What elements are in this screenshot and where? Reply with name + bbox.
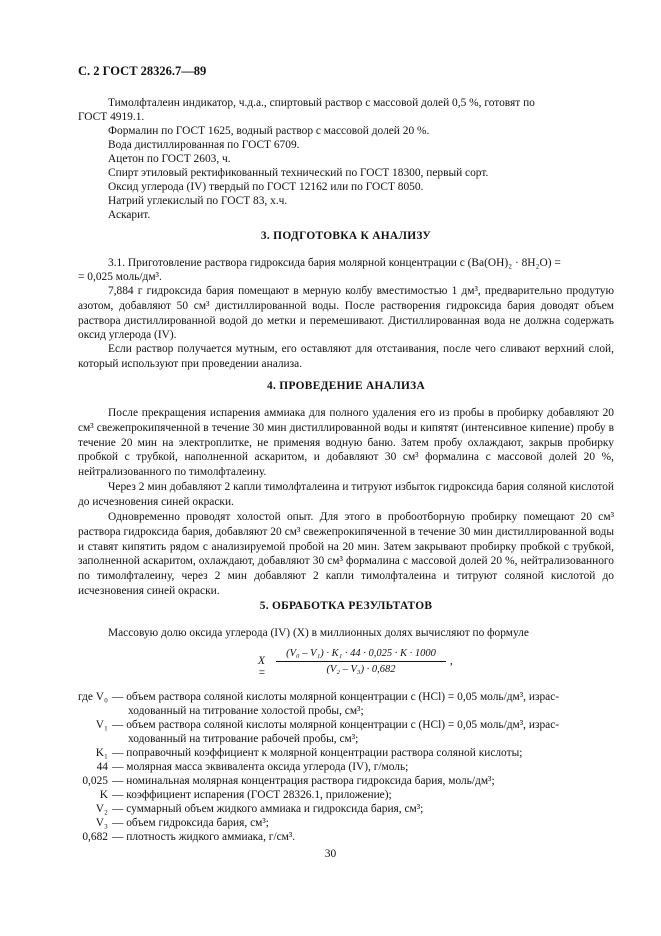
definition-text: — коэффициент испарения (ГОСТ 28326.1, приложение);: [112, 789, 392, 801]
paragraph-line: = 0,025 моль/дм³.: [78, 271, 162, 283]
reagent-line: Спирт этиловый ректификованный технический по ГОСТ 18300, первый сорт.: [108, 167, 489, 179]
formula-numerator: (V₀ – V₁) · K₁ · 44 · 0,025 · K · 1000: [286, 648, 436, 659]
fraction-bar: [276, 661, 446, 662]
definition-text: — молярная масса эквивалента оксида углерода (IV), г/моль;: [112, 761, 409, 773]
formula-fraction: [276, 647, 446, 676]
reagent-line: Оксид углерода (IV) твердый по ГОСТ 12162 или по ГОСТ 8050.: [108, 181, 424, 193]
formula-lhs: X =: [258, 655, 266, 679]
section-heading: 5. ОБРАБОТКА РЕЗУЛЬТАТОВ: [259, 600, 433, 612]
paragraph: 7,884 г гидроксида бария помещают в мерную колбу вместимостью 1 дм³, предварительно продутую азотом, добавляют 50 см³ дистиллированной воды. После растворения гидроксида бария доводят объем раствора дистиллированной водой до метки и перемешивают. Дистиллированная вода не должна содержать оксид углерода (IV).: [78, 285, 614, 342]
page-number: 30: [324, 848, 337, 860]
section-heading: 3. ПОДГОТОВКА К АНАЛИЗУ: [260, 230, 432, 242]
definition-text: ходованный на титрование рабочей пробы, см³;: [128, 733, 359, 745]
definition-symbol: V₂: [95, 803, 108, 815]
reagent-line: Тимолфталеин индикатор, ч.д.а., спиртовый раствор с массовой долей 0,5 %, готовят по: [108, 97, 535, 109]
definition-symbol: 44: [96, 761, 108, 773]
definition-text: — объем раствора соляной кислоты молярной концентрации c (HCl) = 0,05 моль/дм³, израс-: [112, 691, 560, 703]
reagent-line: Ацетон по ГОСТ 2603, ч.: [108, 153, 231, 165]
definition-symbol: где V₀: [77, 691, 108, 703]
definition-text: — плотность жидкого аммиака, г/см³.: [112, 831, 296, 843]
definition-symbol: 0,682: [82, 831, 108, 843]
formula-comma: ,: [450, 655, 453, 667]
definition-text: — объем раствора соляной кислоты молярной концентрации c (HCl) = 0,05 моль/дм³, израс-: [112, 719, 560, 731]
reagent-line: Аскарит.: [108, 209, 151, 221]
definition-symbol: K: [99, 789, 108, 801]
paragraph-line: 3.1. Приготовление раствора гидроксида бария молярной концентрации c (Ba(OH)₂ · 8H₂O) =: [108, 257, 561, 269]
paragraph: Если раствор получается мутным, его оставляют для отстаивания, после чего сливают верхний слой, который используют при проведении анализа.: [78, 343, 614, 370]
reagent-line: ГОСТ 4919.1.: [78, 111, 145, 123]
definition-text: — суммарный объем жидкого аммиака и гидроксида бария, см³;: [112, 803, 424, 815]
definition-text: — поправочный коэффициент к молярной концентрации раствора соляной кислоты;: [112, 747, 523, 759]
reagent-line: Формалин по ГОСТ 1625, водный раствор с массовой долей 20 %.: [108, 125, 430, 137]
definition-symbol: 0,025: [82, 775, 108, 787]
formula-denominator: (V₂ – V₃) · 0,682: [326, 664, 396, 675]
definition-symbol: V₃: [95, 817, 108, 829]
paragraph: Через 2 мин добавляют 2 капли тимолфталеина и титруют избыток гидроксида бария соляной кислотой до исчезновения синей окраски.: [78, 481, 614, 508]
reagent-line: Вода дистиллированная по ГОСТ 6709.: [108, 139, 300, 151]
paragraph-line: Массовую долю оксида углерода (IV) (X) в миллионных долях вычисляют по формуле: [108, 627, 529, 639]
paragraph: Одновременно проводят холостой опыт. Для этого в пробоотборную пробирку помещают 20 см³ раствора гидроксида бария, добавляют 20 см³ свежепрокипяченной в течение 30 мин дистиллированной воды и ставят кипятить рядом с анализируемой пробой на 20 мин. Затем закрывают пробирку пробкой с трубкой, заполненной аскаритом, охлаждают, добавляют 30 см³ формалина с массовой долей 20 %, нейтрализованного по тимолфталеину, через 2 мин добавляют 2 капли тимолфталеина и титруют соляной кислотой до исчезновения синей окраски.: [78, 511, 614, 597]
page-header: С. 2 ГОСТ 28326.7—89: [78, 64, 207, 78]
definition-symbol: K₁: [95, 747, 108, 759]
definition-text: ходованный на титрование холостой пробы, см³;: [128, 705, 364, 717]
definition-text: — объем гидроксида бария, см³;: [112, 817, 269, 829]
section-heading: 4. ПРОВЕДЕНИЕ АНАЛИЗА: [267, 380, 425, 392]
definition-symbol: V₁: [95, 719, 108, 731]
definition-text: — номинальная молярная концентрация раствора гидроксида бария, моль/дм³;: [112, 775, 495, 787]
reagent-line: Натрий углекислый по ГОСТ 83, х.ч.: [108, 195, 288, 207]
paragraph: После прекращения испарения аммиака для полного удаления его из пробы в пробирку добавляют 20 см³ свежепрокипяченной в течение 30 мин дистиллированной воды и кипятят (интенсивное кипение) пробу в течение 20 мин на электроплитке, не применяя водную баню. Затем пробу охлаждают, закрыв пробирку пробкой с трубкой, наполненной аскаритом, и добавляют 30 см³ формалина с массовой долей 20 %, нейтрализованного по тимолфталеину.: [78, 407, 614, 479]
